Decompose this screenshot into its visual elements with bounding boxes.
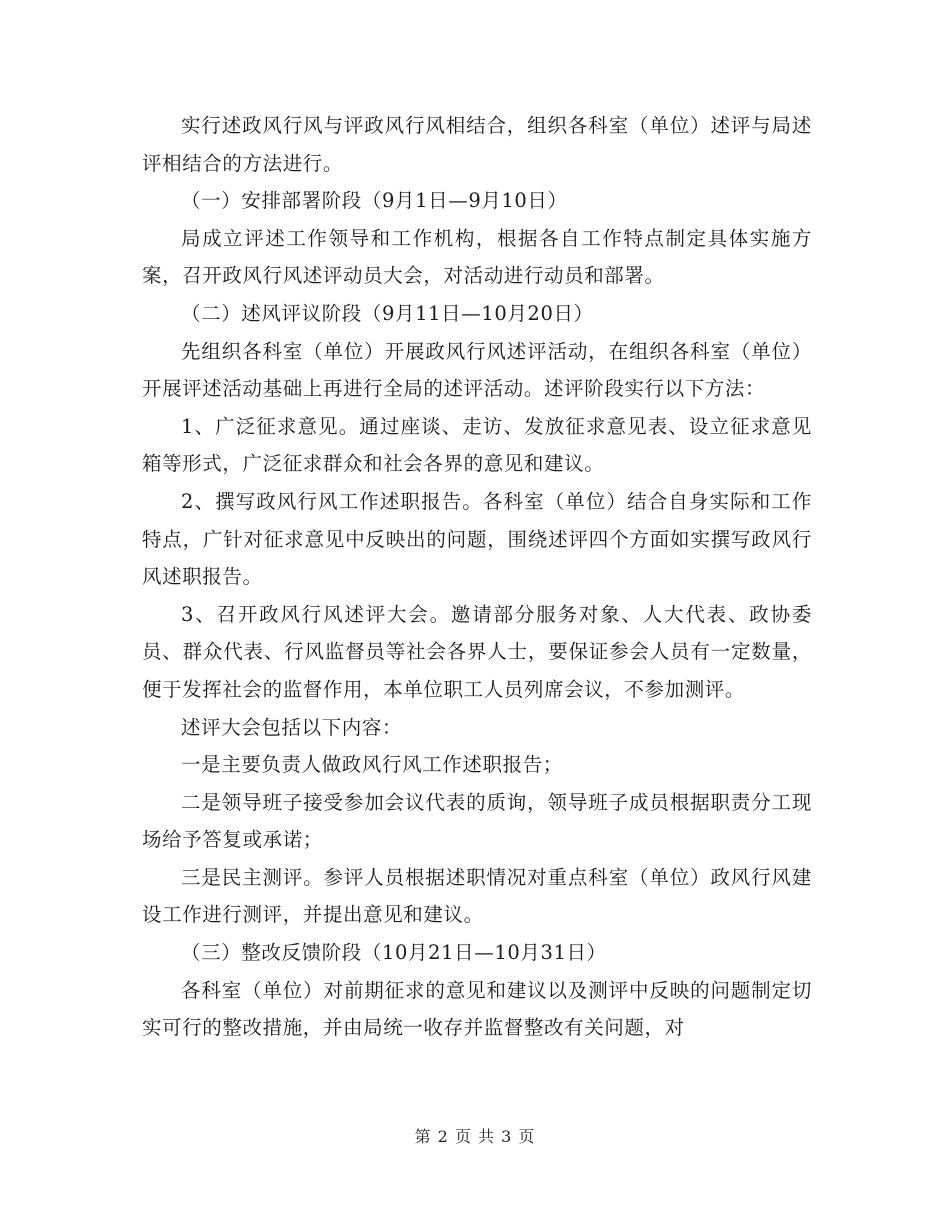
paragraph-intro: 实行述政风行风与评政风行风相结合，组织各科室（单位）述评与局述评相结合的方法进行。 xyxy=(142,114,812,175)
meeting-item-1: 一是主要负责人做政风行风工作述职报告； xyxy=(181,753,563,777)
paragraph-meeting-contents: 述评大会包括以下内容： xyxy=(181,715,403,739)
list-item-1: 1、广泛征求意见。通过座谈、走访、发放征求意见表、设立征求意见箱等形式，广泛征求群众和社会各界的意见和建议。 xyxy=(142,414,812,476)
document-body xyxy=(142,107,812,1047)
meeting-item-3: 三是民主测评。参评人员根据述职情况对重点科室（单位）政风行风建设工作进行测评，并提出意见和建议。 xyxy=(142,865,812,927)
paragraph-section-2: 先组织各科室（单位）开展政风行风述评活动，在组织各科室（单位）开展评述活动基础上再进行全局的述评活动。述评阶段实行以下方法： xyxy=(142,339,812,401)
meeting-item-2: 二是领导班子接受参加会议代表的质询，领导班子成员根据职责分工现场给予答复或承诺； xyxy=(142,790,812,852)
page-number-footer: 第 2 页 共 3 页 xyxy=(414,1127,536,1146)
paragraph-section-1: 局成立评述工作领导和工作机构，根据各自工作特点制定具体实施方案，召开政风行风述评动员大会，对活动进行动员和部署。 xyxy=(142,226,812,288)
section-heading-2: （二）述风评议阶段（9月11日—10月20日） xyxy=(181,301,594,325)
list-item-3: 3、召开政风行风述评大会。邀请部分服务对象、人大代表、政协委员、群众代表、行风监督员等社会各界人士，要保证参会人员有一定数量，便于发挥社会的监督作用，本单位职工人员列席会议，不参加测评。 xyxy=(142,602,812,701)
list-item-2: 2、撰写政风行风工作述职报告。各科室（单位）结合自身实际和工作特点，广针对征求意见中反映出的问题，围绕述评四个方面如实撰写政风行风述职报告。 xyxy=(142,489,812,589)
section-heading-3: （三）整改反馈阶段（10月21日—10月31日） xyxy=(181,941,607,965)
section-heading-1: （一）安排部署阶段（9月1日—9月10日） xyxy=(181,189,568,213)
paragraph-section-3: 各科室（单位）对前期征求的意见和建议以及测评中反映的问题制定切实可行的整改措施，并由局统一收存并监督整改有关问题，对 xyxy=(142,978,812,1040)
